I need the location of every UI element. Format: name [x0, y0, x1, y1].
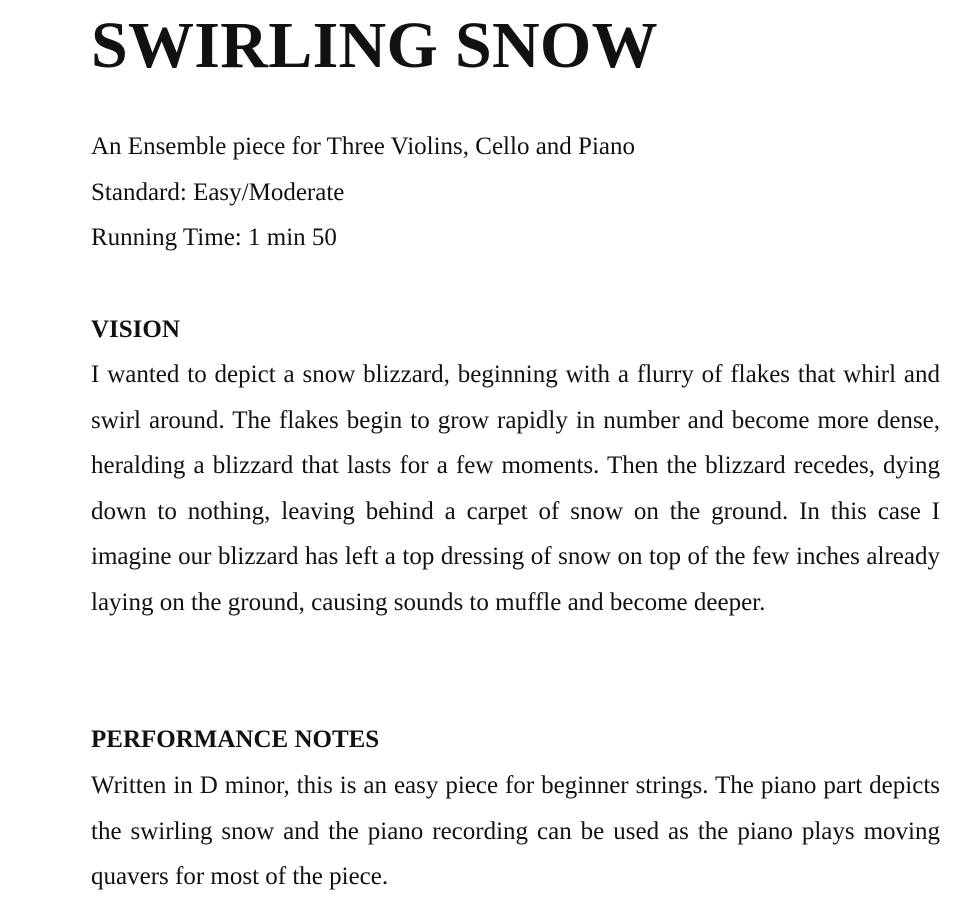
standard-line: Standard: Easy/Moderate — [91, 178, 345, 206]
running-time-line: Running Time: 1 min 50 — [91, 224, 337, 252]
performance-notes-heading: PERFORMANCE NOTES — [91, 726, 380, 753]
vision-paragraph: I wanted to depict a snow blizzard, beginning with a flurry of flakes that whirl and swirl around. The flakes begin to grow rapidly in number and become more dense, heralding a blizzard that lasts for a few moments. Then the blizzard recedes, dying down to nothing, leaving behind a carpet of snow on the ground. In this case I imagine our blizzard has left a top dressing of snow on top of the few inches already laying on the ground, causing sounds to muffle and become deeper. — [91, 361, 940, 616]
ensemble-line: An Ensemble piece for Three Violins, Cello and Piano — [91, 133, 635, 160]
performance-notes-paragraph: Written in D minor, this is an easy piece for beginner strings. The piano part depicts the swirling snow and the piano recording can be used as the piano plays moving quavers for most of the piece. — [91, 772, 940, 891]
piece-info — [91, 124, 940, 261]
vision-heading: VISION — [91, 316, 180, 343]
document-title: SWIRLING SNOW — [91, 9, 658, 82]
